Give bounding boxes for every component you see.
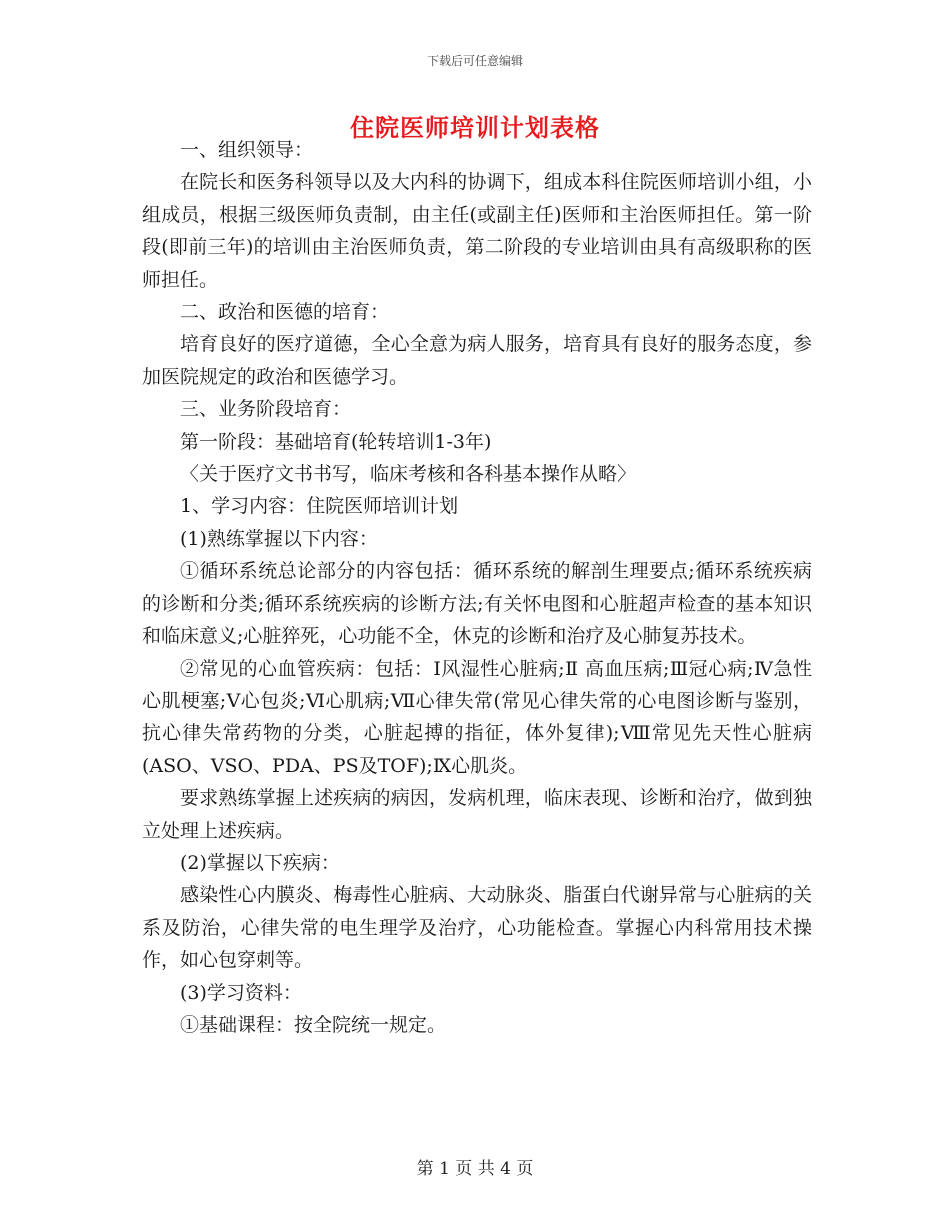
paragraph: ①循环系统总论部分的内容包括：循环系统的解剖生理要点;循环系统疾病的诊断和分类;循环系统疾病的诊断方法;有关怀电图和心脏超声检查的基本知识和临床意义;心脏猝死，心功能不全，休克的诊断和治疗及心肺复苏技术。 <box>142 560 812 648</box>
paragraph: 第一阶段：基础培育(轮转培训1-3年) <box>180 430 492 453</box>
paragraph: (1)熟练掌握以下内容： <box>180 527 378 550</box>
paragraph: (2)掌握以下疾病： <box>180 851 340 874</box>
paragraph: ②常见的心血管疾病：包括：Ⅰ风湿性心脏病;Ⅱ 高血压病;Ⅲ冠心病;Ⅳ急性心肌梗塞;Ⅴ心包炎;Ⅵ心肌病;Ⅶ心律失常(常见心律失常的心电图诊断与鉴别，抗心律失常药物的分类，心脏起搏的指征，体外复律);Ⅷ常见先天性心脏病(ASO、VSO、PDA、PS及TOF);Ⅸ心肌炎。 <box>142 657 812 777</box>
paragraph: 一、组织领导： <box>180 139 314 161</box>
paragraph: 在院长和医务科领导以及大内科的协调下，组成本科住院医师培训小组，小组成员，根据三级医师负责制，由主任(或副主任)医师和主治医师担任。第一阶段(即前三年)的培训由主治医师负责，第二阶段的专业培训由具有高级职称的医师担任。 <box>142 171 812 291</box>
paragraph: (3)学习资料： <box>180 981 302 1004</box>
download-note: 下载后可任意编辑 <box>426 54 523 68</box>
paragraph: 感染性心内膜炎、梅毒性心脏病、大动脉炎、脂蛋白代谢异常与心脏病的关系及防治，心律失常的电生理学及治疗，心功能检查。掌握心内科常用技术操作，如心包穿刺等。 <box>142 884 812 972</box>
document-body <box>142 134 812 1041</box>
paragraph: 要求熟练掌握上述疾病的病因，发病机理，临床表现、诊断和治疗，做到独立处理上述疾病。 <box>142 787 812 842</box>
paragraph: 1、学习内容：住院医师培训计划 <box>180 495 459 518</box>
paragraph: ①基础课程：按全院统一规定。 <box>180 1013 447 1036</box>
paragraph: 三、业务阶段培育： <box>180 398 352 421</box>
paragraph: 二、政治和医德的培育： <box>180 301 390 324</box>
document-title: 住院医师培训计划表格 <box>350 114 600 142</box>
paragraph: 培育良好的医疗道德，全心全意为病人服务，培育具有良好的服务态度，参加医院规定的政治和医德学习。 <box>142 333 812 388</box>
paragraph: 〈关于医疗文书书写，临床考核和各科基本操作从略〉 <box>180 463 637 486</box>
page-number: 第 1 页 共 4 页 <box>416 1159 534 1179</box>
